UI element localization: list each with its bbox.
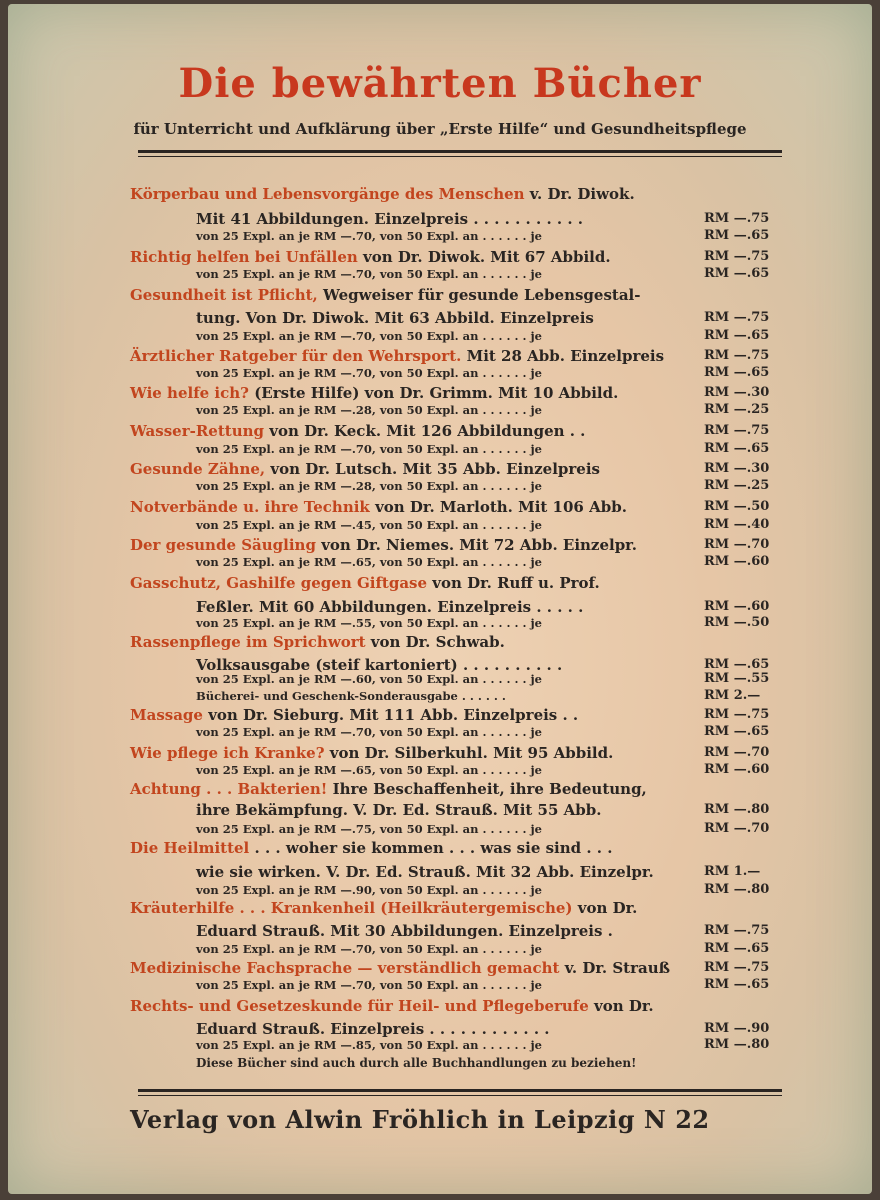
book-title: Wasser-Rettung xyxy=(130,422,264,440)
book-description: Wegweiser für gesunde Lebensgestal- xyxy=(323,286,641,304)
single-price: RM —.90 xyxy=(704,1021,770,1036)
book-title: Notverbände u. ihre Technik xyxy=(130,498,370,516)
book-description: v. Dr. Diwok. xyxy=(529,185,635,203)
single-price: RM —.60 xyxy=(704,599,770,614)
single-price: RM 1.— xyxy=(704,864,761,879)
book-title-line xyxy=(130,535,637,555)
single-price: RM —.80 xyxy=(704,802,770,817)
book-detail-line: Volksausgabe (steif kartoniert) . . . . . . . . . . xyxy=(196,656,563,674)
bulk-price: RM —.65 xyxy=(704,941,770,956)
book-detail-line: Eduard Strauß. Einzelpreis . . . . . . . . . . . . xyxy=(196,1020,550,1038)
book-title: Massage xyxy=(130,706,203,724)
bulk-price-line: von 25 Expl. an je RM —.70, von 50 Expl. an . . . . . . je xyxy=(196,442,542,456)
bottom-rule-thin xyxy=(138,1095,782,1096)
bulk-price-line: von 25 Expl. an je RM —.70, von 50 Expl. an . . . . . . je xyxy=(196,366,542,380)
bulk-price-line: von 25 Expl. an je RM —.85, von 50 Expl. an . . . . . . je xyxy=(196,1038,542,1052)
bulk-price-line: von 25 Expl. an je RM —.70, von 50 Expl. an . . . . . . je xyxy=(196,725,542,739)
bulk-price-line: von 25 Expl. an je RM —.70, von 50 Expl. an . . . . . . je xyxy=(196,229,542,243)
bulk-price: RM —.80 xyxy=(704,882,770,897)
single-price: RM —.75 xyxy=(704,707,770,722)
book-detail-line: ihre Bekämpfung. V. Dr. Ed. Strauß. Mit 55 Abb. xyxy=(196,801,602,819)
bulk-price-line: von 25 Expl. an je RM —.75, von 50 Expl. an . . . . . . je xyxy=(196,822,542,836)
book-description: von Dr. Keck. Mit 126 Abbildungen . . xyxy=(269,422,586,440)
book-description: . . . woher sie kommen . . . was sie sind . . . xyxy=(254,839,613,857)
book-title-line xyxy=(130,383,618,403)
book-title-line xyxy=(130,247,611,267)
book-title-line xyxy=(130,779,647,799)
bulk-price-line: von 25 Expl. an je RM —.70, von 50 Expl. an . . . . . . je xyxy=(196,978,542,992)
single-price: RM —.50 xyxy=(704,499,770,514)
book-title-line xyxy=(130,705,578,725)
bulk-price: RM —.60 xyxy=(704,762,770,777)
book-detail-line: tung. Von Dr. Diwok. Mit 63 Abbild. Einzelpreis xyxy=(196,309,594,327)
book-description: von Dr. Silberkuhl. Mit 95 Abbild. xyxy=(329,744,614,762)
bulk-price-line: von 25 Expl. an je RM —.28, von 50 Expl. an . . . . . . je xyxy=(196,403,542,417)
bulk-price: RM —.25 xyxy=(704,402,770,417)
book-description: von Dr. Sieburg. Mit 111 Abb. Einzelpreis . . xyxy=(208,706,579,724)
availability-note: Diese Bücher sind auch durch alle Buchhandlungen zu beziehen! xyxy=(196,1056,637,1070)
book-description: Ihre Beschaffenheit, ihre Bedeutung, xyxy=(332,780,647,798)
bulk-price-line: von 25 Expl. an je RM —.70, von 50 Expl. an . . . . . . je xyxy=(196,329,542,343)
book-title: Kräuterhilfe . . . Krankenheil (Heilkräutergemische) xyxy=(130,899,573,917)
book-title: Der gesunde Säugling xyxy=(130,536,316,554)
bulk-price-line: von 25 Expl. an je RM —.70, von 50 Expl. an . . . . . . je xyxy=(196,942,542,956)
book-detail-line: Feßler. Mit 60 Abbildungen. Einzelpreis . . . . . xyxy=(196,598,584,616)
book-title: Achtung . . . Bakterien! xyxy=(130,780,328,798)
bulk-price-line: von 25 Expl. an je RM —.90, von 50 Expl. an . . . . . . je xyxy=(196,883,542,897)
bulk-price: RM —.65 xyxy=(704,724,770,739)
bulk-price-line: von 25 Expl. an je RM —.70, von 50 Expl. an . . . . . . je xyxy=(196,267,542,281)
single-price: RM —.65 xyxy=(704,657,770,672)
single-price: RM —.75 xyxy=(704,348,770,363)
book-title-line xyxy=(130,838,612,858)
book-title: Die Heilmittel xyxy=(130,839,250,857)
special-edition-line: Bücherei- und Geschenk-Sonderausgabe . . . . . . xyxy=(196,689,506,703)
book-detail-line: Eduard Strauß. Mit 30 Abbildungen. Einzelpreis . xyxy=(196,922,613,940)
book-description: von Dr. Lutsch. Mit 35 Abb. Einzelpreis xyxy=(270,460,600,478)
book-title: Gesunde Zähne, xyxy=(130,460,266,478)
bulk-price-line: von 25 Expl. an je RM —.60, von 50 Expl. an . . . . . . je xyxy=(196,672,542,686)
book-title-line xyxy=(130,346,664,366)
book-description: von Dr. xyxy=(594,997,654,1015)
bulk-price-line: von 25 Expl. an je RM —.28, von 50 Expl. an . . . . . . je xyxy=(196,479,542,493)
book-description: Mit 28 Abb. Einzelpreis xyxy=(466,347,665,365)
book-description: von Dr. xyxy=(577,899,638,917)
book-detail-line: Mit 41 Abbildungen. Einzelpreis . . . . . . . . . . . xyxy=(196,210,584,228)
bulk-price: RM —.50 xyxy=(704,615,770,630)
book-title-line xyxy=(130,743,613,763)
book-title-line xyxy=(130,958,670,978)
book-title: Medizinische Fachsprache — verständlich gemacht xyxy=(130,959,560,977)
bulk-price: RM —.70 xyxy=(704,821,770,836)
book-title-line xyxy=(130,421,585,441)
book-title-line xyxy=(130,632,505,652)
single-price: RM —.70 xyxy=(704,537,770,552)
book-title: Rechts- und Gesetzeskunde für Heil- und Pflegeberufe xyxy=(130,997,589,1015)
single-price: RM —.75 xyxy=(704,310,770,325)
single-price: RM —.75 xyxy=(704,923,770,938)
book-title: Wie pflege ich Kranke? xyxy=(130,744,325,762)
book-description: von Dr. Marloth. Mit 106 Abb. xyxy=(375,498,627,516)
bulk-price: RM —.60 xyxy=(704,554,770,569)
bottom-rule xyxy=(138,1089,782,1092)
bulk-price: RM —.65 xyxy=(704,441,770,456)
book-title: Richtig helfen bei Unfällen xyxy=(130,248,358,266)
book-title: Wie helfe ich? xyxy=(130,384,249,402)
book-title-line xyxy=(130,573,600,593)
bulk-price-line: von 25 Expl. an je RM —.45, von 50 Expl. an . . . . . . je xyxy=(196,518,542,532)
publisher-line: Verlag von Alwin Fröhlich in Leipzig N 22 xyxy=(130,1105,710,1134)
bulk-price: RM —.65 xyxy=(704,365,770,380)
page-subtitle: für Unterricht und Aufklärung über „Erste Hilfe“ und Gesundheitspflege xyxy=(133,120,747,138)
bulk-price: RM —.65 xyxy=(704,228,770,243)
book-description: von Dr. Diwok. Mit 67 Abbild. xyxy=(363,248,611,266)
book-description: (Erste Hilfe) von Dr. Grimm. Mit 10 Abbild. xyxy=(254,384,619,402)
book-title-line xyxy=(130,497,627,517)
book-title: Gesundheit ist Pflicht, xyxy=(130,286,318,304)
single-price: RM —.75 xyxy=(704,211,770,226)
book-description: v. Dr. Strauß xyxy=(564,959,671,977)
bulk-price: RM —.25 xyxy=(704,478,770,493)
book-title: Ärztlicher Ratgeber für den Wehrsport. xyxy=(130,347,462,365)
special-edition-price: RM 2.— xyxy=(704,688,761,703)
book-title: Rassenpflege im Sprichwort xyxy=(130,633,366,651)
single-price: RM —.30 xyxy=(704,461,770,476)
book-title-line xyxy=(130,285,640,305)
bulk-price: RM —.65 xyxy=(704,328,770,343)
bulk-price-line: von 25 Expl. an je RM —.55, von 50 Expl. an . . . . . . je xyxy=(196,616,542,630)
bulk-price: RM —.55 xyxy=(704,671,770,686)
book-title: Gasschutz, Gashilfe gegen Giftgase xyxy=(130,574,428,592)
book-title: Körperbau und Lebensvorgänge des Menschen xyxy=(130,185,525,203)
page-title: Die bewährten Bücher xyxy=(178,60,702,107)
book-title-line xyxy=(130,184,635,204)
bulk-price: RM —.40 xyxy=(704,517,770,532)
book-description: von Dr. Ruff u. Prof. xyxy=(432,574,600,592)
single-price: RM —.75 xyxy=(704,960,770,975)
book-title-line xyxy=(130,459,600,479)
single-price: RM —.30 xyxy=(704,385,770,400)
single-price: RM —.70 xyxy=(704,745,770,760)
single-price: RM —.75 xyxy=(704,423,770,438)
single-price: RM —.75 xyxy=(704,249,770,264)
book-title-line xyxy=(130,898,637,918)
bulk-price: RM —.80 xyxy=(704,1037,770,1052)
book-detail-line: wie sie wirken. V. Dr. Ed. Strauß. Mit 32 Abb. Einzelpr. xyxy=(196,863,654,881)
bulk-price: RM —.65 xyxy=(704,977,770,992)
bulk-price-line: von 25 Expl. an je RM —.65, von 50 Expl. an . . . . . . je xyxy=(196,555,542,569)
bulk-price: RM —.65 xyxy=(704,266,770,281)
book-description: von Dr. Niemes. Mit 72 Abb. Einzelpr. xyxy=(321,536,637,554)
book-title-line xyxy=(130,996,654,1016)
bulk-price-line: von 25 Expl. an je RM —.65, von 50 Expl. an . . . . . . je xyxy=(196,763,542,777)
book-description: von Dr. Schwab. xyxy=(370,633,505,651)
